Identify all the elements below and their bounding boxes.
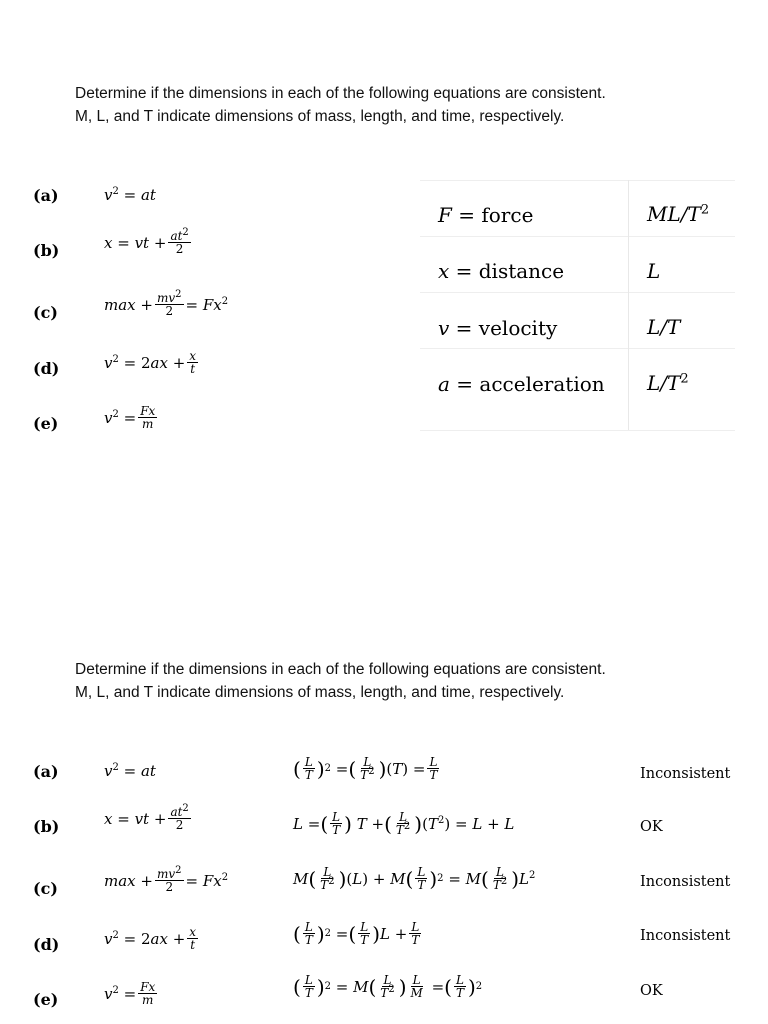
analysis-b: L = ( $\frac{L}{T}$ ) T + ( $\frac{L}{T^2}$ ) $(T^2) = L + L$ — [293, 810, 515, 837]
equation-a-top: $v^2$ = at — [104, 186, 156, 204]
table-unit-distance: L — [647, 259, 661, 283]
label-b-top: (b) — [33, 241, 60, 260]
label-e-bottom: (e) — [33, 990, 59, 1009]
label-e-top: (e) — [33, 414, 59, 433]
label-a-top: (a) — [33, 186, 59, 205]
analysis-a: ( $\frac{L}{T}$ ) 2 = ( $\frac{L}{T^2}$ ) (T) = $\frac{L}{T}$ — [293, 755, 438, 782]
equation-b-bottom: x = vt + $\frac{at^2}{2}$ — [104, 803, 189, 832]
table-row-distance: x = distance — [438, 259, 565, 283]
table-row-force: F = force — [438, 203, 534, 227]
equation-e-bottom: $v^2$ = $\frac{Fx}{m}$ — [104, 980, 156, 1007]
verdict-c: Inconsistent — [640, 874, 731, 890]
table-unit-force: $ML/T^2$ — [647, 202, 710, 226]
equation-d-top: $v^2 = 2ax$ + $\frac{x}{t}$ — [104, 349, 197, 376]
table-unit-velocity: L/T — [647, 315, 681, 339]
verdict-b: OK — [640, 819, 663, 835]
analysis-d: ( $\frac{L}{T}$ ) 2 = ( $\frac{L}{T}$ ) L + $\frac{L}{T}$ — [293, 920, 420, 947]
table-row-velocity: v = velocity — [438, 316, 558, 340]
label-d-bottom: (d) — [33, 935, 60, 954]
verdict-a: Inconsistent — [640, 766, 731, 782]
equation-c-bottom: max + $\frac{mv^2}{2}$ = $Fx^2$ — [104, 865, 229, 894]
label-b-bottom: (b) — [33, 817, 60, 836]
analysis-c: M ( $\frac{L}{T^2}$ ) (L) + M ( $\frac{L}{T}$ ) 2 = M ( $\frac{L}{T^2}$ ) $L^2$ — [293, 865, 536, 892]
label-d-top: (d) — [33, 359, 60, 378]
label-a-bottom: (a) — [33, 762, 59, 781]
equation-d-bottom: $v^2 = 2ax$ + $\frac{x}{t}$ — [104, 925, 197, 952]
analysis-e: ( $\frac{L}{T}$ ) 2 = M ( $\frac{L}{T^2}$ ) $\frac{L}{M}$ = ( $\frac{L}{T}$ ) 2 — [293, 973, 483, 1000]
verdict-e: OK — [640, 983, 663, 999]
equation-c-top: max + $\frac{mv^2}{2}$ = $Fx^2$ — [104, 289, 229, 318]
table-unit-acceleration: $L/T^2$ — [647, 371, 689, 395]
table-row-acceleration: a = acceleration — [438, 372, 605, 396]
instructions-line1-bottom: Determine if the dimensions in each of the following equations are consistent. — [75, 661, 606, 678]
instructions-line2-top: M, L, and T indicate dimensions of mass, length, and time, respectively. — [75, 108, 565, 125]
instructions-line2-bottom: M, L, and T indicate dimensions of mass, length, and time, respectively. — [75, 684, 565, 701]
label-c-top: (c) — [33, 303, 58, 322]
equation-a-bottom: $v^2$ = at — [104, 762, 156, 780]
verdict-d: Inconsistent — [640, 928, 731, 944]
equation-e-top: $v^2$ = $\frac{Fx}{m}$ — [104, 404, 156, 431]
label-c-bottom: (c) — [33, 879, 58, 898]
instructions-line1-top: Determine if the dimensions in each of the following equations are consistent. — [75, 85, 606, 102]
equation-b-top: x = vt + $\frac{at^2}{2}$ — [104, 227, 189, 256]
